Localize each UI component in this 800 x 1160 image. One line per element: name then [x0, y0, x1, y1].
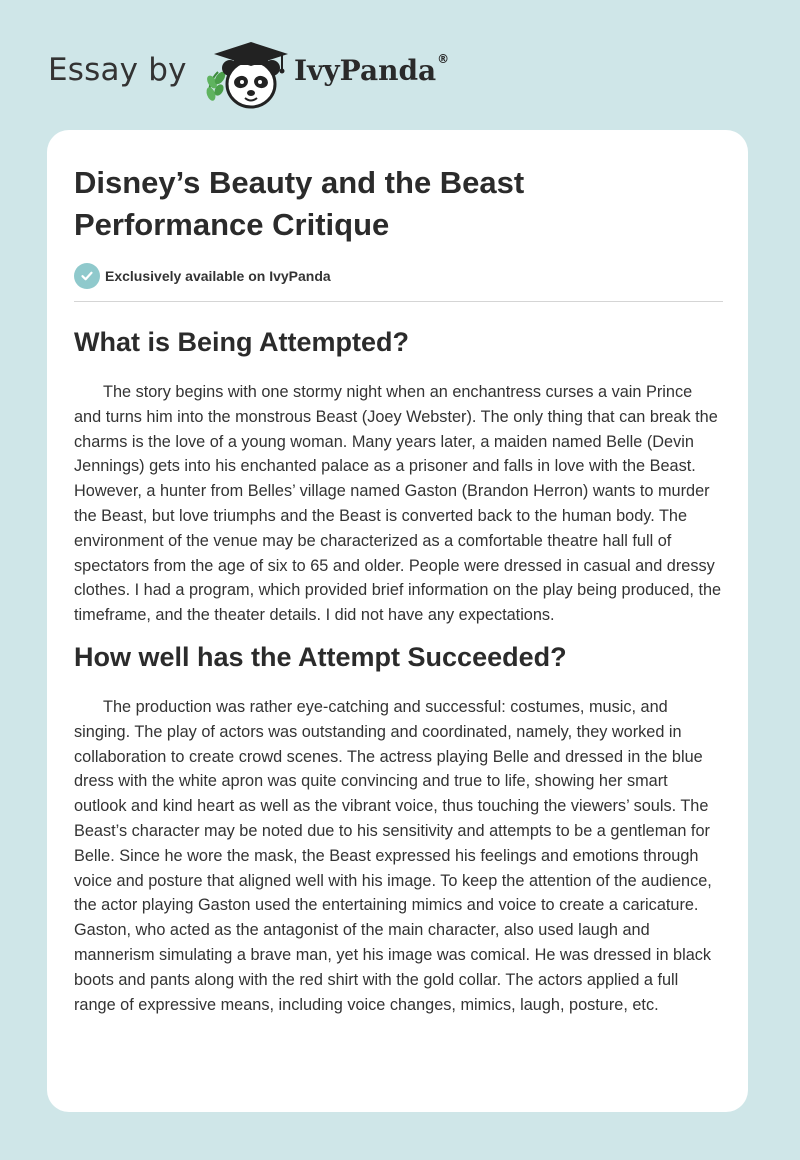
check-icon — [74, 263, 100, 289]
section-paragraph: The story begins with one stormy night when an enchantress curses a vain Prince and turns him into the monstrous Beast (Joey Webster). The only thing that can break the charms is the love of a young woman. Many years later, a maiden named Belle (Devin Jennings) gets into his enchanted palace as a prisoner and falls in love with the Beast. However, a hunter from Belles’ village named Gaston (Brandon Herron) wants to murder the Beast, but love triumphs and the Beast is converted back to the human body. The environment of the venue may be characterized as a comfortable theatre hall full of spectators from the age of six to 65 and older. People were dressed in casual and dressy clothes. I had a program, which provided brief information on the play being produced, the timeframe, and the theater details. I did not have any expectations. — [74, 383, 722, 625]
essay-by-label: Essay by — [48, 52, 187, 88]
brand-text: IvyPanda — [294, 54, 437, 87]
page-title: Disney’s Beauty and the Beast Performance Critique — [74, 165, 525, 242]
site-header — [48, 34, 548, 110]
panda-graduate-icon — [202, 38, 292, 112]
registered-mark: ® — [437, 52, 450, 66]
section-heading: How well has the Attempt Succeeded? — [74, 641, 567, 672]
brand-name — [294, 54, 449, 87]
essay-card — [47, 130, 748, 1112]
exclusive-label: Exclusively available on IvyPanda — [105, 268, 331, 284]
section-heading: What is Being Attempted? — [74, 327, 409, 357]
essay-content — [74, 162, 722, 1017]
divider — [74, 301, 723, 302]
section-paragraph: The production was rather eye-catching and successful: costumes, music, and singing. The play of actors was outstanding and coordinated, namely, they worked in collaboration to create crowd scenes. The actress playing Belle and dressed in the blue dress with the white apron was quite convincing and true to life, showing her smart outlook and kind heart as well as the vibrant voice, thus touching the viewers’ souls. The Beast’s character may be noted due to his sensitivity and attempts to be a gentleman for Belle. Since he wore the mask, the Beast expressed his feelings and emotions through voice and posture that aligned well with his image. To keep the attention of the audience, the actor playing Gaston used the entertaining mimics and voice to create a caricature. Gaston, who acted as the antagonist of the main character, also used laugh and mannerism simulating a brave man, yet his image was comical. He was dressed in black boots and pants along with the red shirt with the gold collar. The actors applied a full range of expressive means, including voice changes, mimics, laugh, posture, etc. — [74, 697, 712, 1014]
exclusive-badge — [74, 262, 722, 290]
